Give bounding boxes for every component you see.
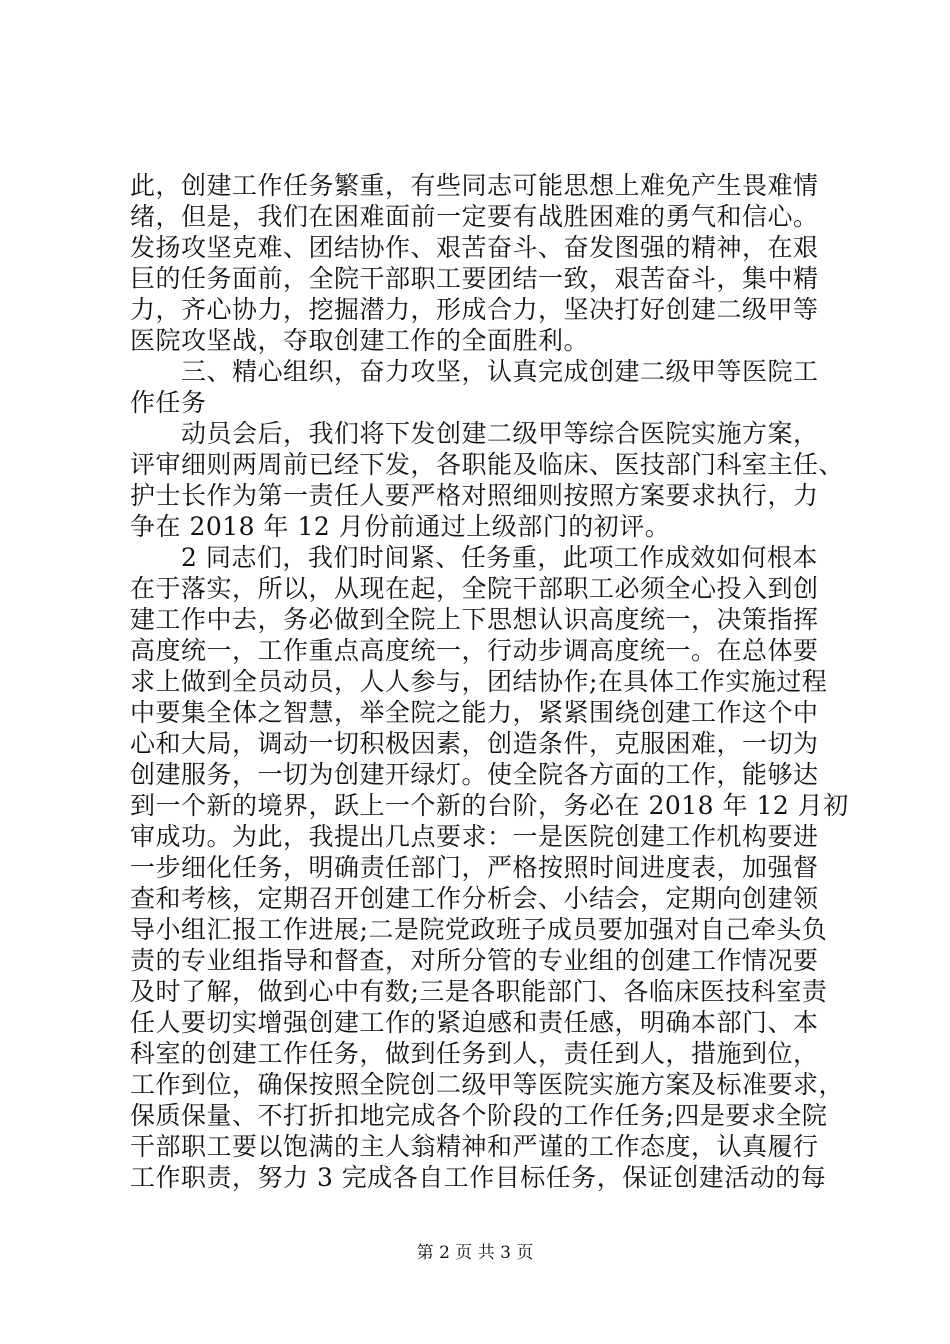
document-body [130, 170, 849, 1193]
text-line: 中要集全体之智慧，举全院之能力，紧紧围绕创建工作这个中 [130, 698, 819, 727]
text-line: 创建服务，一切为创建开绿灯。使全院各方面的工作，能够达 [130, 760, 819, 789]
text-line: 工作职责，努力 3 完成各自工作目标任务，保证创建活动的每 [130, 1163, 827, 1192]
text-line: 任人要切实增强创建工作的紧迫感和责任感，明确本部门、本 [130, 1008, 819, 1037]
text-line: 保质保量、不打折扣地完成各个阶段的工作任务;四是要求全院 [130, 1101, 828, 1130]
text-line: 评审细则两周前已经下发，各职能及临床、医技部门科室主任、 [130, 450, 845, 479]
text-line: 2 同志们，我们时间紧、任务重，此项工作成效如何根本 [130, 543, 818, 572]
text-line: 此，创建工作任务繁重，有些同志可能思想上难免产生畏难情 [130, 171, 819, 200]
text-line: 争在 2018 年 12 月份前通过上级部门的初评。 [130, 512, 671, 541]
text-line: 导小组汇报工作进展;二是院党政班子成员要加强对自己牵头负 [130, 915, 828, 944]
text-line: 动员会后，我们将下发创建二级甲等综合医院实施方案， [130, 419, 819, 448]
text-line: 医院攻坚战，夺取创建工作的全面胜利。 [130, 326, 590, 355]
text-line: 发扬攻坚克难、团结协作、艰苦奋斗、奋发图强的精神，在艰 [130, 233, 819, 262]
text-line: 工作到位，确保按照全院创二级甲等医院实施方案及标准要求， [130, 1070, 845, 1099]
text-line: 科室的创建工作任务，做到任务到人，责任到人，措施到位， [130, 1039, 819, 1068]
text-line: 力，齐心协力，挖掘潜力，形成合力，坚决打好创建二级甲等 [130, 295, 819, 324]
text-line: 巨的任务面前，全院干部职工要团结一致，艰苦奋斗，集中精 [130, 264, 819, 293]
section-heading-line: 作任务 [130, 388, 207, 417]
text-line: 一步细化任务，明确责任部门，严格按照时间进度表，加强督 [130, 853, 819, 882]
text-line: 及时了解，做到心中有数;三是各职能部门、各临床医技科室责 [130, 977, 828, 1006]
text-line: 干部职工要以饱满的主人翁精神和严谨的工作态度，认真履行 [130, 1132, 819, 1161]
text-line: 在于落实，所以，从现在起，全院干部职工必须全心投入到创 [130, 574, 819, 603]
text-line: 护士长作为第一责任人要严格对照细则按照方案要求执行，力 [130, 481, 819, 510]
text-line: 求上做到全员动员，人人参与，团结协作;在具体工作实施过程 [130, 667, 828, 696]
section-heading-line: 三、精心组织，奋力攻坚，认真完成创建二级甲等医院工 [130, 357, 819, 386]
text-line: 审成功。为此，我提出几点要求：一是医院创建工作机构要进 [130, 822, 819, 851]
text-line: 心和大局，调动一切积极因素，创造条件，克服困难，一切为 [130, 729, 819, 758]
text-line: 责的专业组指导和督查，对所分管的专业组的创建工作情况要 [130, 946, 819, 975]
text-line: 绪，但是，我们在困难面前一定要有战胜困难的勇气和信心。 [130, 202, 819, 231]
text-line: 建工作中去，务必做到全院上下思想认识高度统一，决策指挥 [130, 605, 819, 634]
text-line: 到一个新的境界，跃上一个新的台阶，务必在 2018 年 12 月初 [130, 791, 849, 820]
page-number-footer: 第 2 页 共 3 页 [416, 1243, 534, 1263]
text-line: 查和考核，定期召开创建工作分析会、小结会，定期向创建领 [130, 884, 819, 913]
text-line: 高度统一，工作重点高度统一，行动步调高度统一。在总体要 [130, 636, 819, 665]
